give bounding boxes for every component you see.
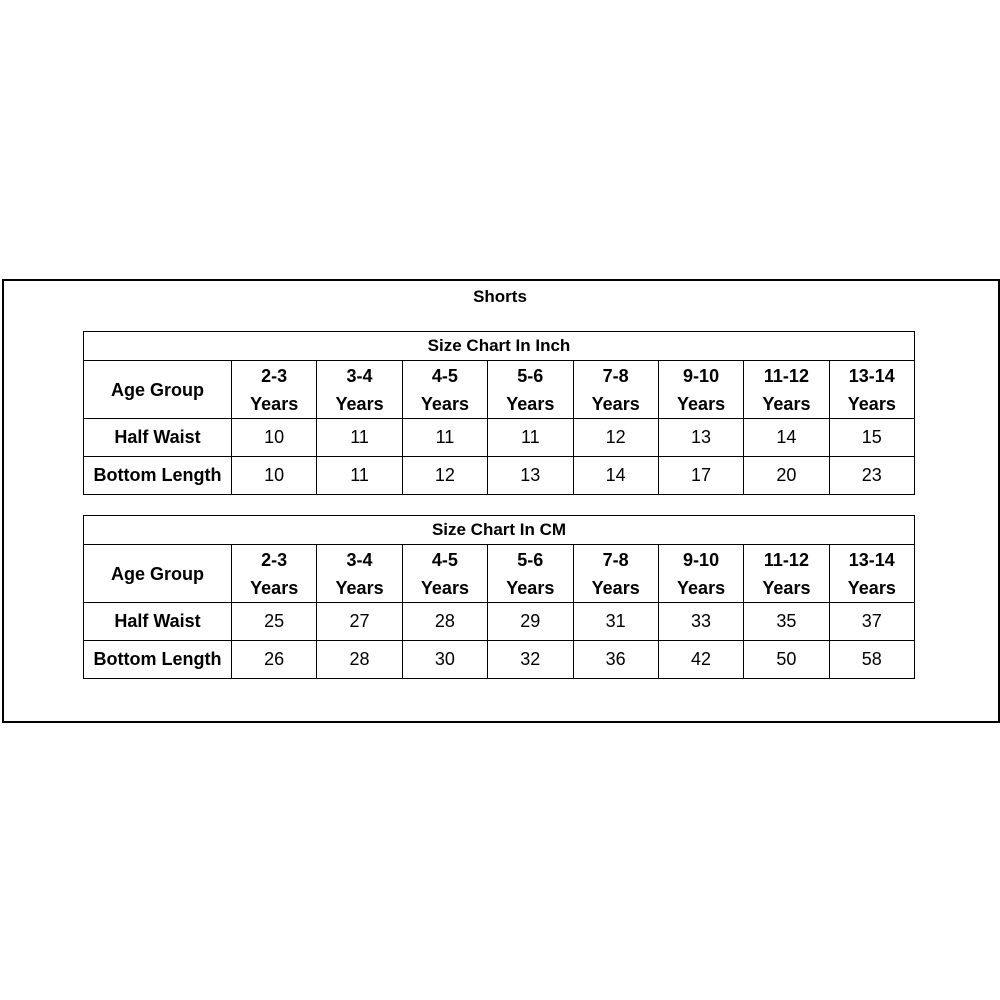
age-range: 11-12 (763, 365, 809, 386)
age-unit: Years (762, 577, 811, 598)
table-cell: 11 (402, 419, 487, 457)
table-cell: 20 (744, 457, 829, 495)
age-column-header (488, 545, 573, 603)
age-range: 9-10 (683, 549, 720, 570)
table-cell: 29 (488, 603, 573, 641)
table-cell: 23 (829, 457, 914, 495)
age-unit: Years (506, 393, 555, 414)
table-cell: 32 (488, 641, 573, 679)
age-column-header (829, 545, 914, 603)
table-row (84, 641, 915, 679)
age-unit: Years (677, 577, 726, 598)
age-column-header (829, 361, 914, 419)
age-column-header (573, 545, 658, 603)
row-label: Bottom Length (84, 457, 232, 495)
table-cell: 12 (573, 419, 658, 457)
table-cell: 50 (744, 641, 829, 679)
age-column-header (573, 361, 658, 419)
age-unit: Years (847, 393, 896, 414)
age-column-header (658, 545, 743, 603)
table-row (84, 603, 915, 641)
table-cell: 31 (573, 603, 658, 641)
age-unit: Years (420, 393, 469, 414)
table-cell: 58 (829, 641, 914, 679)
age-unit: Years (677, 393, 726, 414)
table-cell: 10 (232, 457, 317, 495)
age-unit: Years (762, 393, 811, 414)
size-chart-cm-table (83, 515, 915, 679)
age-column-header (402, 361, 487, 419)
table-cell: 13 (658, 419, 743, 457)
table-cell: 30 (402, 641, 487, 679)
age-column-header (232, 361, 317, 419)
age-unit: Years (591, 393, 640, 414)
table-cell: 15 (829, 419, 914, 457)
table-cell: 37 (829, 603, 914, 641)
age-range: 11-12 (763, 549, 809, 570)
table-cell: 33 (658, 603, 743, 641)
table-cell: 14 (573, 457, 658, 495)
table-cell: 12 (402, 457, 487, 495)
age-range: 13-14 (848, 365, 895, 386)
table-cell: 27 (317, 603, 402, 641)
age-unit: Years (847, 577, 896, 598)
age-range: 13-14 (848, 549, 895, 570)
table-cell: 17 (658, 457, 743, 495)
age-range: 3-4 (346, 549, 373, 570)
age-unit: Years (591, 577, 640, 598)
age-range: 7-8 (602, 365, 629, 386)
age-range: 9-10 (683, 365, 720, 386)
age-range: 2-3 (261, 365, 288, 386)
age-column-header (317, 545, 402, 603)
table-cell: 25 (232, 603, 317, 641)
age-unit: Years (506, 577, 555, 598)
age-range: 5-6 (517, 549, 544, 570)
age-range: 4-5 (431, 365, 458, 386)
age-group-header: Age Group (84, 361, 232, 419)
age-column-header (232, 545, 317, 603)
table-cell: 36 (573, 641, 658, 679)
age-unit: Years (250, 577, 299, 598)
row-label: Half Waist (84, 603, 232, 641)
age-range: 5-6 (517, 365, 544, 386)
table-row (84, 419, 915, 457)
age-range: 4-5 (431, 549, 458, 570)
table-cell: 35 (744, 603, 829, 641)
age-column-header (658, 361, 743, 419)
table-cell: 14 (744, 419, 829, 457)
table-cell: 11 (317, 457, 402, 495)
age-range: 3-4 (346, 365, 373, 386)
age-column-header (744, 545, 829, 603)
table-caption: Size Chart In Inch (84, 332, 915, 361)
age-column-header (488, 361, 573, 419)
table-cell: 28 (402, 603, 487, 641)
size-chart-inch-table (83, 331, 915, 495)
age-unit: Years (335, 577, 384, 598)
table-cell: 28 (317, 641, 402, 679)
table-cell: 13 (488, 457, 573, 495)
row-label: Half Waist (84, 419, 232, 457)
age-column-header (402, 545, 487, 603)
age-unit: Years (420, 577, 469, 598)
age-range: 2-3 (261, 549, 288, 570)
age-range: 7-8 (602, 549, 629, 570)
table-caption: Size Chart In CM (84, 516, 915, 545)
table-cell: 11 (317, 419, 402, 457)
age-column-header (317, 361, 402, 419)
page-title: Shorts (473, 287, 527, 306)
table-cell: 42 (658, 641, 743, 679)
table-cell: 26 (232, 641, 317, 679)
table-cell: 11 (488, 419, 573, 457)
age-group-header: Age Group (84, 545, 232, 603)
table-cell: 10 (232, 419, 317, 457)
table-row (84, 457, 915, 495)
row-label: Bottom Length (84, 641, 232, 679)
age-unit: Years (250, 393, 299, 414)
age-column-header (744, 361, 829, 419)
age-unit: Years (335, 393, 384, 414)
